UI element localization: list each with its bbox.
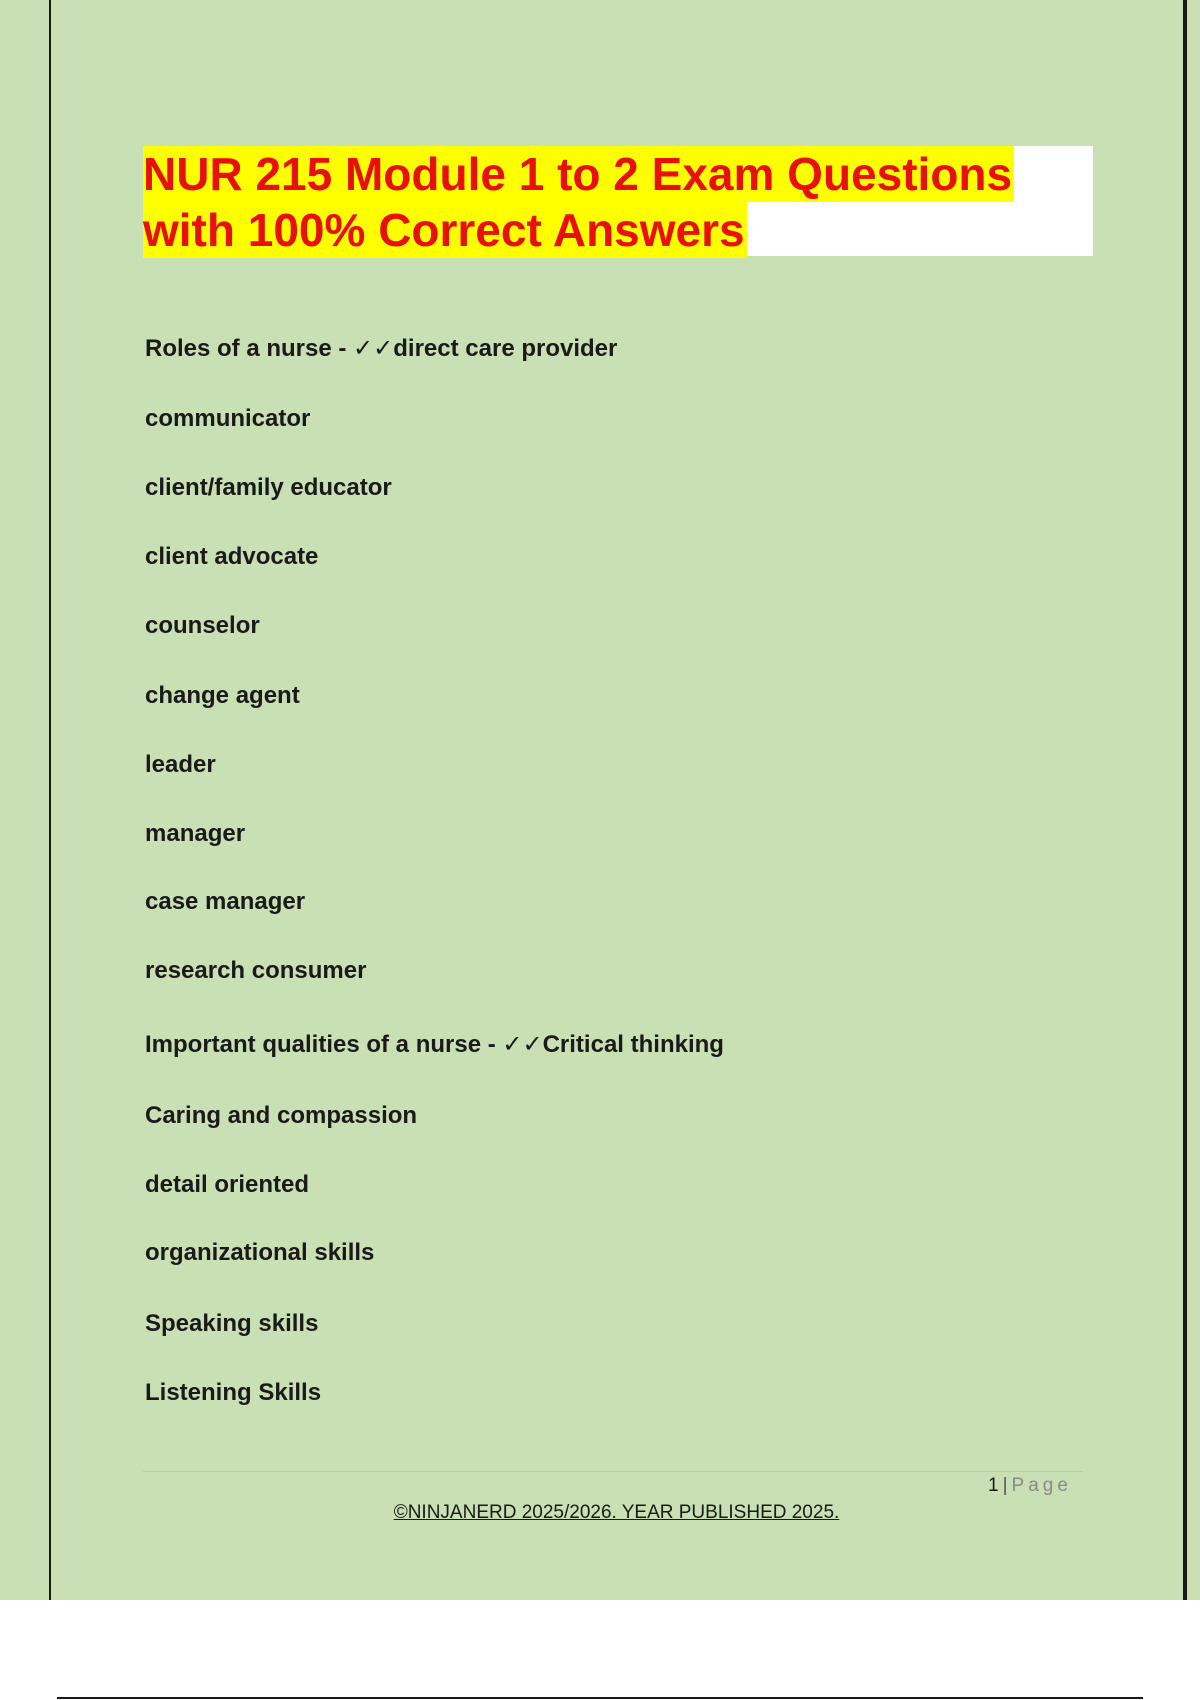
list-item: organizational skills (145, 1239, 375, 1266)
list-item: case manager (145, 888, 306, 915)
list-item: change agent (145, 682, 300, 709)
list-item: Caring and compassion (145, 1102, 418, 1129)
page-border-left (49, 0, 51, 1600)
list-item: communicator (145, 405, 311, 432)
list-item: client advocate (145, 543, 319, 570)
copyright-notice: ©NINJANERD 2025/2026. YEAR PUBLISHED 2025. (393, 1502, 840, 1523)
title-line-2: with 100% Correct Answers (143, 204, 745, 256)
list-item: manager (145, 820, 246, 847)
double-check-icon: ✓✓ (353, 334, 394, 362)
page-number-separator: | (1002, 1475, 1008, 1496)
next-page-top-rule (57, 1697, 1143, 1699)
answer-text: Critical thinking (542, 1031, 724, 1058)
page-number-value: 1 (988, 1475, 999, 1496)
list-item: leader (145, 751, 216, 778)
answer-text: direct care provider (393, 335, 618, 362)
list-item: Listening Skills (145, 1379, 322, 1406)
footer-divider (143, 1471, 1083, 1472)
list-item: research consumer (145, 957, 367, 984)
list-item: detail oriented (145, 1171, 310, 1198)
list-item: client/family educator (145, 474, 392, 501)
page-number (988, 1474, 1072, 1498)
entry-roles-of-a-nurse (145, 333, 617, 364)
double-check-icon: ✓✓ (502, 1030, 543, 1058)
document-title (143, 146, 1093, 256)
title-line-1: NUR 215 Module 1 to 2 Exam Questions (143, 148, 1013, 200)
page-number-label: Page (1011, 1475, 1072, 1496)
entry-important-qualities (145, 1029, 724, 1060)
question-label: Important qualities of a nurse - (145, 1031, 503, 1058)
question-label: Roles of a nurse - (145, 335, 354, 362)
list-item: Speaking skills (145, 1310, 319, 1337)
list-item: counselor (145, 612, 260, 639)
page-border-right (1183, 0, 1187, 1600)
